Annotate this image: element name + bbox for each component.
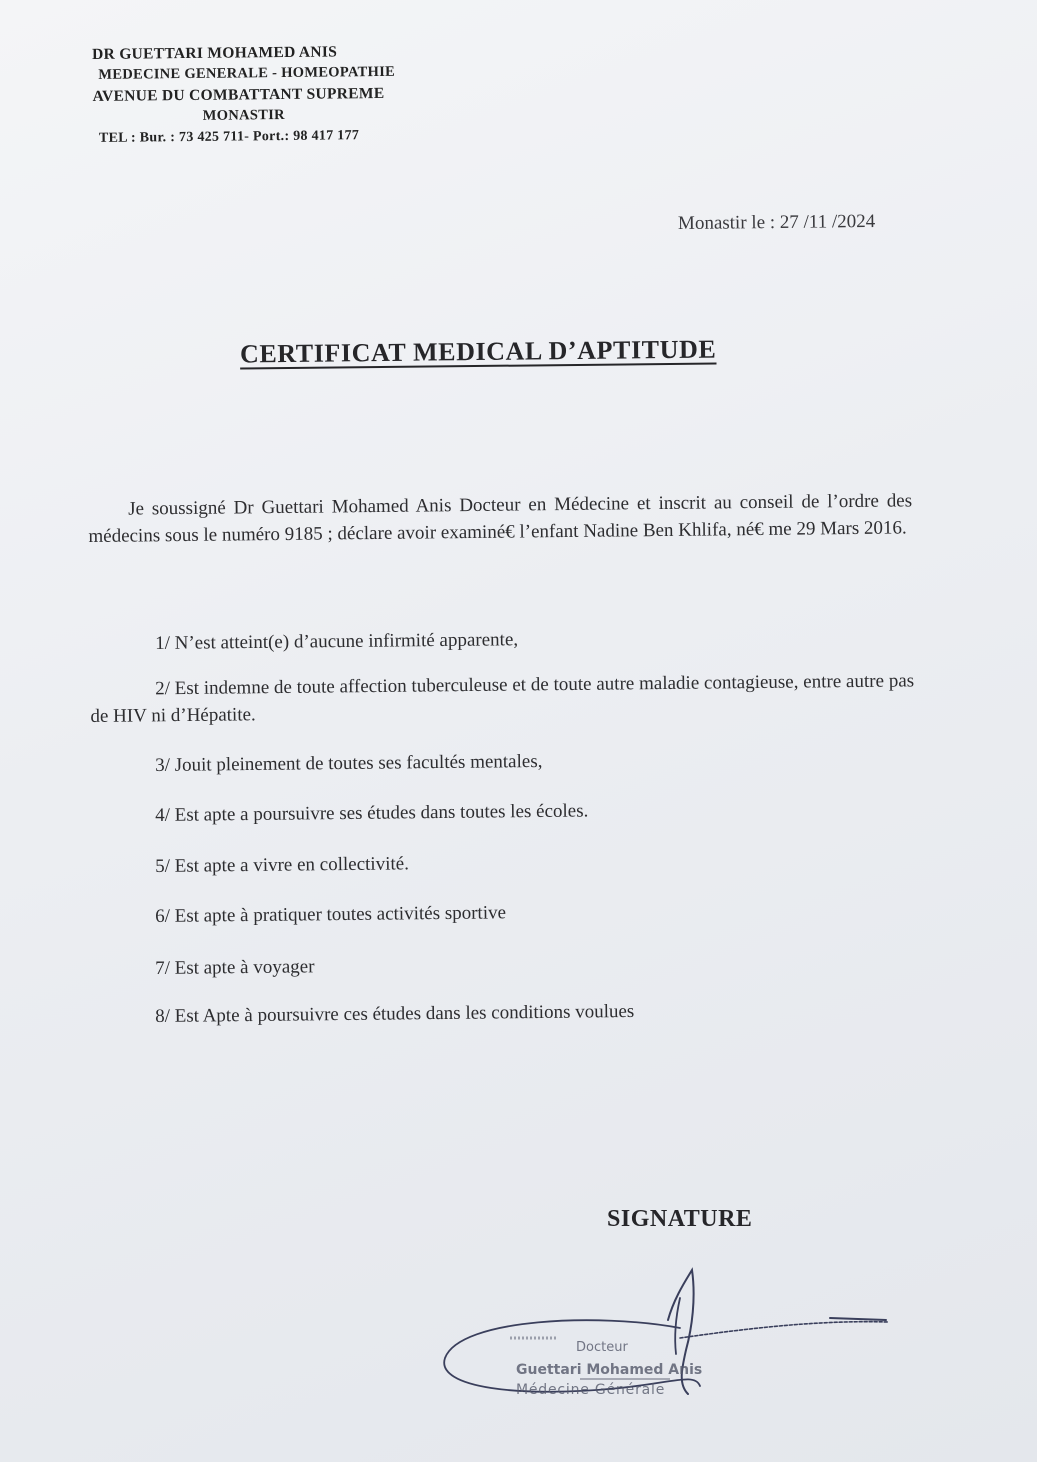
aptitude-item-7: 7/ Est apte à voyager	[155, 956, 315, 979]
doctor-specialty: MEDECINE GENERALE - HOMEOPATHIE	[98, 63, 396, 83]
aptitude-item-8: 8/ Est Apte à poursuivre ces études dans les conditions voulues	[155, 1000, 635, 1027]
document-title: CERTIFICAT MEDICAL D’APTITUDE	[239, 334, 717, 369]
place-and-date: Monastir le : 27 /11 /2024	[677, 210, 876, 235]
doctor-address: AVENUE DU COMBATTANT SUPREME	[92, 84, 385, 105]
doctor-letterhead	[92, 40, 463, 149]
aptitude-item-2: 2/ Est indemne de toute affection tuberculeuse et de toute autre maladie contagieuse, entre autre pas de HIV ni d’Hépatite.	[90, 670, 915, 727]
doctor-city: MONASTIR	[202, 106, 286, 124]
aptitude-item-5: 5/ Est apte a vivre en collectivité.	[155, 853, 410, 877]
certificate-intro	[88, 487, 913, 550]
doctor-name: DR GUETTARI MOHAMED ANIS	[92, 43, 338, 63]
stamp-line-name: Guettari Mohamed Anis	[516, 1362, 703, 1378]
aptitude-item-3: 3/ Jouit pleinement de toutes ses facultés mentales,	[155, 750, 543, 776]
aptitude-item-6: 6/ Est apte à pratiquer toutes activités sportive	[155, 902, 507, 927]
aptitude-item-4: 4/ Est apte a poursuivre ses études dans toutes les écoles.	[155, 800, 589, 826]
intro-text: Je soussigné Dr Guettari Mohamed Anis Docteur en Médecine et inscrit au conseil de l’ordre des médecins sous le numéro 9185 ; déclare avoir examiné€ l’enfant Nadine Ben Khlifa, né€ me 29 Mars 2016.	[88, 490, 913, 547]
stamp-line-docteur: Docteur	[576, 1340, 628, 1355]
stamp-line-specialty: Médecine Générale	[516, 1382, 666, 1398]
aptitude-item-1: 1/ N’est atteint(e) d’aucune infirmité apparente,	[155, 629, 519, 654]
doctor-phones: TEL : Bur. : 73 425 711- Port.: 98 417 177	[98, 128, 360, 146]
doctor-stamp-and-signature	[430, 1258, 900, 1418]
signature-label: SIGNATURE	[607, 1206, 753, 1232]
